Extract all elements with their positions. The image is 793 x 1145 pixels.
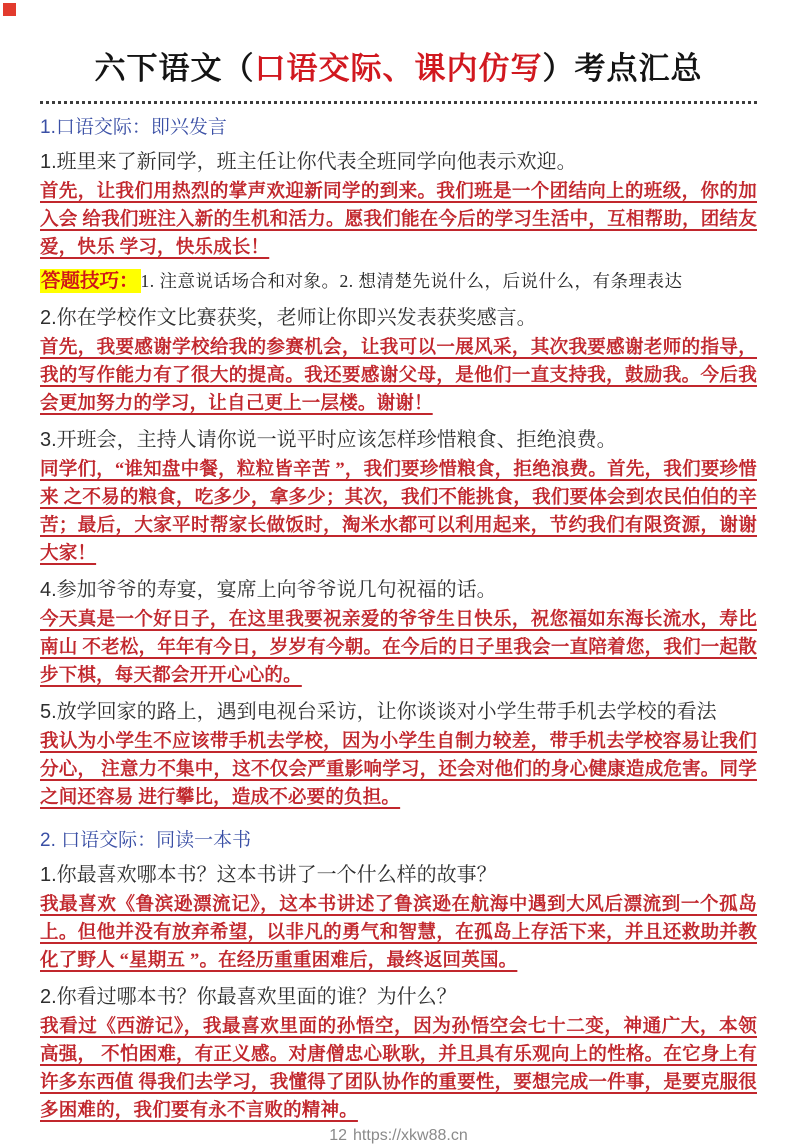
tip-label: 答题技巧：: [41, 270, 139, 292]
question-text: 3.开班会，主持人请你说一说平时应该怎样珍惜粮食、拒绝浪费。: [40, 429, 617, 451]
answer-text: 我认为小学生不应该带手机去学校，因为小学生自制力较差，带手机去学校容易让我们分心， 注意力不集中，这不仅会严重影响学习，还会对他们的身心健康造成危害。同学之间还容易 进行攀比，造成不必要的负担。: [40, 732, 757, 808]
question-text: 2.你在学校作文比赛获奖，老师让你即兴发表获奖感言。: [40, 307, 537, 329]
section-oral-communication-2: [40, 828, 757, 1125]
page-footer: [40, 1127, 757, 1145]
answer-text: 我最喜欢《鲁滨逊漂流记》，这本书讲述了鲁滨逊在航海中遇到大风后漂流到一个孤岛上。但他并没有放弃希望，以非凡的勇气和智慧，在孤岛上存活下来，并且还救助并教化了野人 “星期五 ”。在经历重重困难后，最终返回英国。: [40, 895, 757, 971]
page-number: 12: [329, 1127, 348, 1144]
tip-text: 1. 注意说话场合和对象。2. 想清楚先说什么，后说什么，有条理表达: [140, 271, 683, 291]
answer-tip: [40, 268, 757, 296]
page-title-highlight: 口语交际、课内仿写: [254, 51, 543, 86]
question-text: 4.参加爷爷的寿宴，宴席上向爷爷说几句祝福的话。: [40, 579, 497, 601]
section-heading: 1.口语交际：即兴发言: [40, 117, 227, 138]
page-title-part3: ）考点汇总: [542, 51, 703, 86]
answer-text: 今天真是一个好日子，在这里我要祝亲爱的爷爷生日快乐，祝您福如东海长流水，寿比南山 不老松，年年有今日，岁岁有今朝。在今后的日子里我会一直陪着您，我们一起散步下棋，每天都会开开心心的。: [40, 610, 757, 686]
question-text: 2.你看过哪本书？你最喜欢里面的谁？为什么？: [40, 986, 457, 1008]
site-link[interactable]: https://xkw88.cn: [353, 1127, 468, 1144]
answer-text: 首先，我要感谢学校给我的参赛机会，让我可以一展风采，其次我要感谢老师的指导，我的写作能力有了很大的提高。我还要感谢父母，是他们一直支持我，鼓励我。今后我会更加努力的学习，让自己更上一层楼。谢谢！: [40, 338, 757, 414]
section-heading: 2. 口语交际：同读一本书: [40, 830, 252, 851]
page-title-part1: 六下语文（: [94, 51, 255, 86]
answer-text: 我看过《西游记》，我最喜欢里面的孙悟空，因为孙悟空会七十二变，神通广大，本领高强， 不怕困难，有正义感。对唐僧忠心耿耿，并且具有乐观向上的性格。在它身上有许多东西值 得我们去学习，我懂得了团队协作的重要性，要想完成一件事，是要克服很多困难的，我们要有永不言败的精神。: [40, 1017, 757, 1121]
question-text: 5.放学回家的路上，遇到电视台采访，让你谈谈对小学生带手机去学校的看法: [40, 701, 717, 723]
page-title: [40, 50, 757, 88]
answer-text: 同学们，“谁知盘中餐，粒粒皆辛苦 ”，我们要珍惜粮食，拒绝浪费。首先，我们要珍惜来 之不易的粮食，吃多少，拿多少；其次，我们不能挑食，我们要体会到农民伯伯的辛苦；最后，大家平时帮家长做饭时，淘米水都可以利用起来，节约我们有限资源，谢谢大家！: [40, 460, 757, 564]
section-oral-communication-1: [40, 115, 757, 812]
question-text: 1.班里来了新同学，班主任让你代表全班同学向他表示欢迎。: [40, 151, 577, 173]
answer-text: 首先，让我们用热烈的掌声欢迎新同学的到来。我们班是一个团结向上的班级，你的加入会 给我们班注入新的生机和活力。愿我们能在今后的学习生活中，互相帮助，团结友爱，快乐 学习，快乐成长！: [40, 182, 757, 258]
dotted-divider: [40, 101, 757, 104]
question-text: 1.你最喜欢哪本书？这本书讲了一个什么样的故事？: [40, 864, 497, 886]
corner-mark: [3, 3, 16, 16]
